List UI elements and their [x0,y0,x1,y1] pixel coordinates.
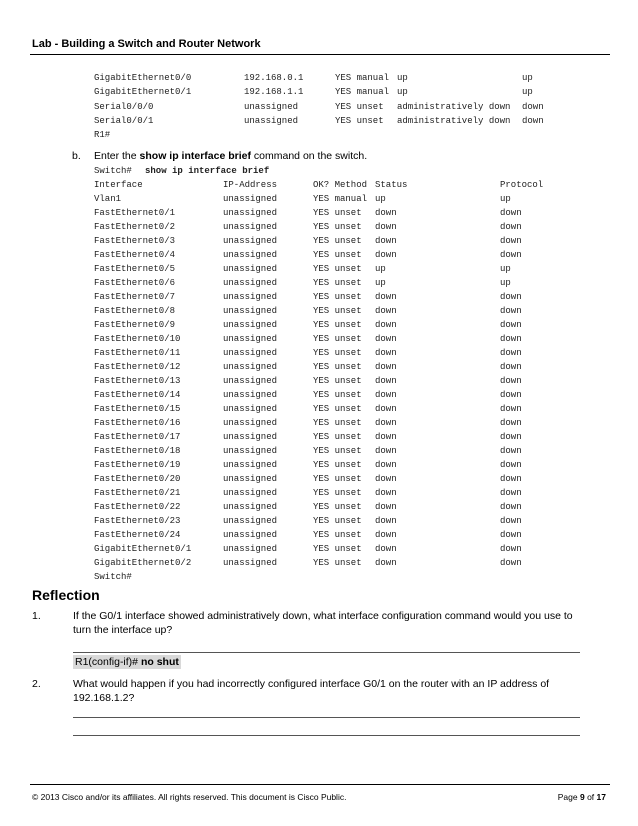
interface-cell: Vlan1 [94,194,122,204]
method-cell: YES unset [313,530,362,540]
interface-cell: FastEthernet0/5 [94,264,176,274]
protocol-cell: down [500,362,522,372]
method-cell: YES unset [313,222,362,232]
protocol-cell: down [500,334,522,344]
answer-line [73,735,580,736]
switch-command: show ip interface brief [145,166,270,176]
protocol-cell: down [500,446,522,456]
interface-cell: FastEthernet0/1 [94,208,176,218]
interface-cell: FastEthernet0/17 [94,432,181,442]
interface-cell: FastEthernet0/24 [94,530,181,540]
switch-output-row [94,487,594,500]
ip-address-cell: unassigned [223,348,278,358]
step-b-post: command on the switch. [253,150,368,162]
method-cell: YES unset [313,502,362,512]
page-header-title: Lab - Building a Switch and Router Network [32,38,261,50]
ip-address-cell: 192.168.0.1 [244,73,304,83]
method-cell: YES unset [313,334,362,344]
method-cell: YES unset [313,208,362,218]
status-cell: down [375,558,397,568]
status-cell: down [375,432,397,442]
step-b-pre: Enter the [94,150,137,162]
question-2-number: 2. [32,678,41,690]
ip-address-cell: unassigned [223,320,278,330]
router-prompt-line [94,129,594,142]
ip-address-cell: 192.168.1.1 [244,87,304,98]
switch-end-prompt: Switch# [94,572,132,582]
interface-cell: FastEthernet0/4 [94,250,176,260]
page-word: Page [557,792,578,802]
ip-address-cell: unassigned [223,292,278,302]
method-header: OK? Method [313,180,368,190]
ip-address-cell: unassigned [223,278,278,288]
answer-1-command: no shut [140,656,179,668]
switch-output-row [94,207,594,220]
status-cell: down [375,474,397,484]
protocol-cell: down [500,292,522,302]
status-cell: down [375,236,397,246]
switch-output-row [94,221,594,234]
interface-cell: FastEthernet0/19 [94,460,181,470]
header-rule [30,54,610,55]
switch-output-row [94,501,594,514]
method-cell: YES manual [313,194,368,204]
method-cell: YES unset [313,376,362,386]
interface-cell: FastEthernet0/8 [94,306,176,316]
interface-cell: GigabitEthernet0/1 [94,87,192,98]
switch-output-row [94,543,594,556]
router-prompt: R1# [94,130,111,141]
protocol-cell: down [500,530,522,540]
switch-command-line [94,165,594,178]
method-cell: YES unset [313,362,362,372]
switch-output-row [94,431,594,444]
interface-cell: GigabitEthernet0/2 [94,558,192,568]
method-cell: YES unset [313,348,362,358]
switch-output-row [94,249,594,262]
ip-address-cell: unassigned [223,334,278,344]
answer-line [73,717,580,718]
protocol-cell: down [500,222,522,232]
ip-address-cell: unassigned [223,376,278,386]
interface-header: Interface [94,180,143,190]
ip-address-cell: unassigned [223,418,278,428]
protocol-cell: down [500,558,522,568]
answer-1-prompt: R1(config-if)# [75,656,139,668]
switch-output-row [94,445,594,458]
method-cell: YES unset [313,446,362,456]
method-cell: YES unset [313,320,362,330]
switch-output-row [94,389,594,402]
interface-cell: FastEthernet0/7 [94,292,176,302]
question-2-text: What would happen if you had incorrectly configured interface G0/1 on the router with an IP address of 192.168.1.2? [73,678,550,704]
status-cell: down [375,348,397,358]
page-current: 9 [579,792,585,802]
status-cell: up [375,264,386,274]
status-cell: down [375,250,397,260]
interface-cell: FastEthernet0/6 [94,278,176,288]
interface-cell: FastEthernet0/21 [94,488,181,498]
answer-1 [73,655,181,669]
protocol-cell: down [500,502,522,512]
status-cell: down [375,292,397,302]
protocol-cell: down [500,544,522,554]
router-output-row [94,86,594,99]
ip-address-cell: unassigned [223,390,278,400]
protocol-cell: down [500,474,522,484]
step-b-label: b. [72,150,81,162]
method-cell: YES unset [313,558,362,568]
protocol-cell: down [500,488,522,498]
interface-cell: FastEthernet0/3 [94,236,176,246]
switch-output-row [94,277,594,290]
switch-output-row [94,417,594,430]
switch-end-prompt-line [94,571,594,584]
interface-cell: FastEthernet0/15 [94,404,181,414]
interface-cell: FastEthernet0/16 [94,418,181,428]
ip-address-cell: unassigned [223,544,278,554]
interface-cell: FastEthernet0/11 [94,348,181,358]
ip-address-header: IP-Address [223,180,278,190]
protocol-cell: up [522,73,533,83]
status-cell: down [375,208,397,218]
protocol-cell: down [500,516,522,526]
switch-output-row [94,557,594,570]
protocol-cell: down [500,250,522,260]
interface-cell: FastEthernet0/14 [94,390,181,400]
switch-output-row [94,515,594,528]
ip-address-cell: unassigned [223,516,278,526]
status-cell: administratively down [397,115,511,126]
switch-output-row [94,305,594,318]
reflection-heading: Reflection [32,587,100,603]
protocol-cell: down [500,418,522,428]
status-cell: administratively down [397,101,511,112]
switch-output-row [94,193,594,206]
status-cell: down [375,544,397,554]
protocol-cell: down [500,460,522,470]
protocol-cell: up [522,87,533,98]
method-cell: YES unset [313,488,362,498]
switch-output-row [94,529,594,542]
method-cell: YES unset [313,418,362,428]
interface-cell: GigabitEthernet0/1 [94,544,192,554]
switch-output-row [94,235,594,248]
status-cell: down [375,320,397,330]
interface-cell: FastEthernet0/20 [94,474,181,484]
question-1 [32,609,592,639]
question-1-number: 1. [32,610,41,622]
protocol-cell: down [522,115,544,126]
ip-address-cell: unassigned [223,530,278,540]
status-cell: down [375,390,397,400]
ip-address-cell: unassigned [223,194,278,204]
status-cell: down [375,516,397,526]
interface-cell: Serial0/0/0 [94,101,154,112]
protocol-header: Protocol [500,180,544,190]
method-cell: YES unset [313,236,362,246]
status-cell: down [375,460,397,470]
question-2 [32,677,592,707]
footer-rule [30,784,610,785]
ip-address-cell: unassigned [223,236,278,246]
method-cell: YES unset [313,516,362,526]
protocol-cell: down [522,101,544,112]
ip-address-cell: unassigned [223,222,278,232]
ip-address-cell: unassigned [223,558,278,568]
method-cell: YES unset [335,115,384,126]
method-cell: YES unset [313,432,362,442]
interface-cell: GigabitEthernet0/0 [94,73,192,83]
status-cell: down [375,222,397,232]
answer-line [73,652,580,653]
footer-page-number [558,792,606,802]
protocol-cell: up [500,264,511,274]
switch-output-row [94,375,594,388]
ip-address-cell: unassigned [223,362,278,372]
interface-cell: FastEthernet0/18 [94,446,181,456]
status-header: Status [375,180,408,190]
ip-address-cell: unassigned [223,460,278,470]
method-cell: YES unset [313,306,362,316]
protocol-cell: down [500,320,522,330]
status-cell: up [375,194,386,204]
page-total: 17 [596,792,606,802]
router-output-row [94,101,594,114]
interface-cell: FastEthernet0/12 [94,362,181,372]
method-cell: YES unset [313,460,362,470]
protocol-cell: up [500,194,511,204]
step-b-command: show ip interface brief [139,150,251,162]
status-cell: down [375,404,397,414]
switch-output-header [94,179,594,192]
ip-address-cell: unassigned [244,101,299,112]
status-cell: up [375,278,386,288]
status-cell: down [375,334,397,344]
protocol-cell: down [500,306,522,316]
ip-address-cell: unassigned [223,488,278,498]
method-cell: YES manual [335,87,390,98]
router-output-row [94,115,594,128]
interface-cell: FastEthernet0/2 [94,222,176,232]
method-cell: YES unset [313,292,362,302]
protocol-cell: down [500,432,522,442]
status-cell: down [375,488,397,498]
switch-output-row [94,333,594,346]
ip-address-cell: unassigned [223,264,278,274]
method-cell: YES manual [335,73,390,83]
status-cell: up [397,87,408,98]
protocol-cell: down [500,348,522,358]
switch-output-row [94,319,594,332]
method-cell: YES unset [313,404,362,414]
status-cell: down [375,306,397,316]
question-1-text: If the G0/1 interface showed administratively down, what interface configuration command would you use to turn the interface up? [73,610,573,636]
status-cell: down [375,530,397,540]
ip-address-cell: unassigned [223,306,278,316]
protocol-cell: down [500,208,522,218]
status-cell: down [375,418,397,428]
of-word: of [587,792,595,802]
interface-cell: FastEthernet0/23 [94,516,181,526]
switch-output-row [94,403,594,416]
interface-cell: FastEthernet0/22 [94,502,181,512]
switch-output-row [94,347,594,360]
ip-address-cell: unassigned [223,446,278,456]
ip-address-cell: unassigned [223,432,278,442]
method-cell: YES unset [313,250,362,260]
switch-prompt: Switch# [94,166,132,176]
method-cell: YES unset [313,390,362,400]
interface-cell: FastEthernet0/10 [94,334,181,344]
interface-cell: FastEthernet0/9 [94,320,176,330]
status-cell: down [375,376,397,386]
interface-cell: Serial0/0/1 [94,115,154,126]
switch-output-row [94,291,594,304]
method-cell: YES unset [335,101,384,112]
method-cell: YES unset [313,474,362,484]
protocol-cell: down [500,376,522,386]
status-cell: down [375,502,397,512]
protocol-cell: down [500,390,522,400]
protocol-cell: down [500,236,522,246]
method-cell: YES unset [313,278,362,288]
status-cell: down [375,446,397,456]
footer-copyright: © 2013 Cisco and/or its affiliates. All rights reserved. This document is Cisco Public. [32,792,347,802]
ip-address-cell: unassigned [223,250,278,260]
switch-output-row [94,263,594,276]
step-b [72,150,367,162]
interface-cell: FastEthernet0/13 [94,376,181,386]
ip-address-cell: unassigned [244,115,299,126]
ip-address-cell: unassigned [223,208,278,218]
ip-address-cell: unassigned [223,404,278,414]
switch-output-row [94,473,594,486]
ip-address-cell: unassigned [223,502,278,512]
method-cell: YES unset [313,544,362,554]
status-cell: down [375,362,397,372]
router-output-row [94,72,594,85]
protocol-cell: up [500,278,511,288]
method-cell: YES unset [313,264,362,274]
ip-address-cell: unassigned [223,474,278,484]
switch-output-row [94,459,594,472]
protocol-cell: down [500,404,522,414]
switch-output-row [94,361,594,374]
status-cell: up [397,73,408,83]
